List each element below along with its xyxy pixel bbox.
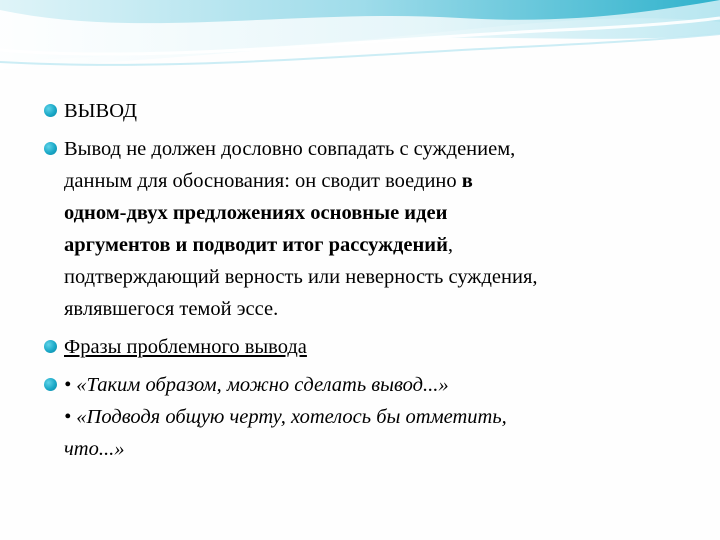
description-text: , <box>447 234 454 256</box>
phrase-example-line: • «Подводя общую черту, хотелось бы отметить, <box>64 406 507 428</box>
bullet-dot-icon <box>44 378 57 391</box>
bullet-dot-icon <box>44 104 57 117</box>
bullet-list <box>44 95 694 465</box>
bullet-conclusion-heading <box>44 95 694 127</box>
phrase-example-line: что...» <box>64 438 125 460</box>
description-line: Вывод не должен дословно совпадать с суждением, <box>64 138 516 160</box>
description-bold-text: аргументов и подводит итог рассуждений <box>64 234 448 256</box>
bullet-dot-icon <box>44 340 57 353</box>
phrase-example-line: • «Таким образом, можно сделать вывод...» <box>64 374 449 396</box>
bullet-phrases-link[interactable] <box>44 331 694 363</box>
wave-header-decoration <box>0 0 720 80</box>
description-bold-line: одном-двух предложениях основные идеи <box>64 202 448 224</box>
phrases-link[interactable]: Фразы проблемного вывода <box>64 336 307 358</box>
description-line: подтверждающий верность или неверность суждения, <box>64 266 538 288</box>
bullet-phrase-examples <box>44 369 694 465</box>
description-bold-text: в <box>461 170 473 192</box>
description-text: данным для обоснования: он сводит воедино <box>64 170 462 192</box>
description-line <box>64 165 694 197</box>
description-line: являвшегося темой эссе. <box>64 298 279 320</box>
conclusion-heading-text: ВЫВОД <box>64 100 137 122</box>
bullet-dot-icon <box>44 142 57 155</box>
description-line <box>64 229 694 261</box>
bullet-conclusion-description <box>44 133 694 325</box>
